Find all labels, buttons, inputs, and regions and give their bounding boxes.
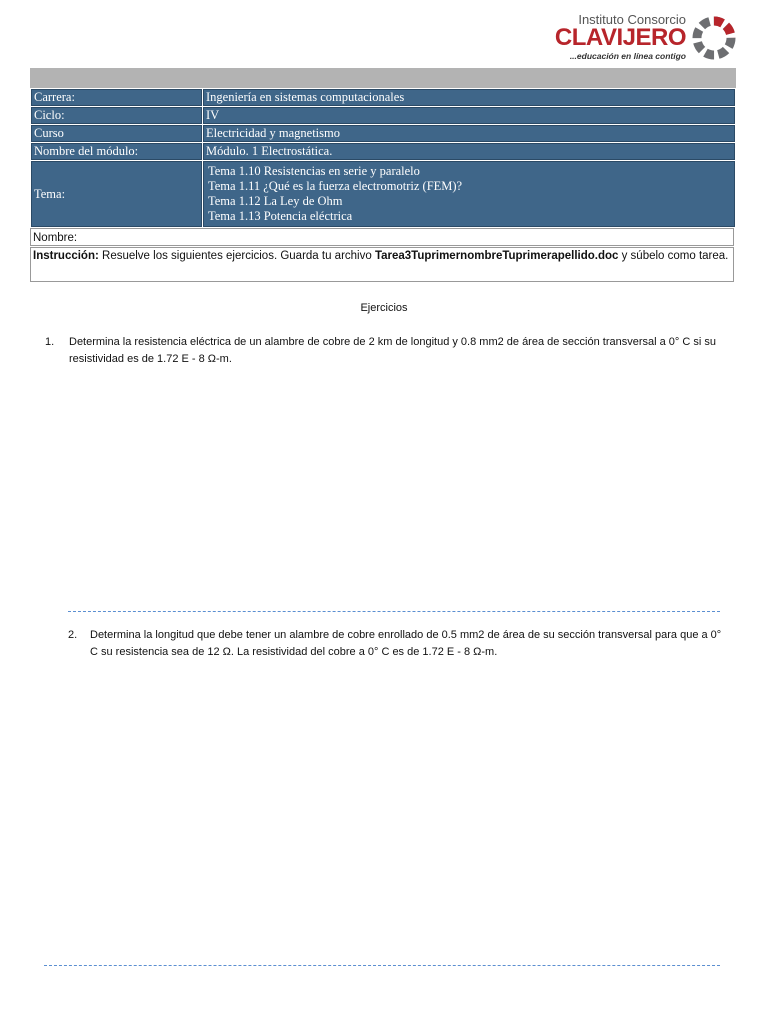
tema-item: Tema 1.12 La Ley de Ohm [208,194,343,208]
tema-list [203,161,735,227]
ciclo-value: IV [203,107,735,124]
exercise-text: Determina la longitud que debe tener un alambre de cobre enrollado de 0.5 mm2 de área de su sección transversal para que a 0° C su resistencia sea de 12 Ω. La resistividad del cobre a 0° C es de 1.72 E - 8 Ω-m. [90,629,722,658]
table-row [31,161,735,227]
exercises-title: Ejercicios [360,302,408,314]
exercise-text: Determina la resistencia eléctrica de un alambre de cobre de 2 km de longitud y 0.8 mm2 de área de sección transversal a 0° C si su resistividad es de 1.72 E - 8 Ω-m. [69,336,717,365]
logo-tagline: ...educación en línea contigo [569,51,686,61]
answer-divider [68,611,720,612]
header-band [30,68,736,88]
table-row [31,89,735,106]
tema-item: Tema 1.10 Resistencias en serie y paralelo [208,164,420,178]
exercise-1 [45,334,725,368]
tema-label: Tema: [31,161,202,227]
table-row [31,143,735,160]
logo-line1: Instituto Consorcio [578,12,686,27]
exercise-2 [68,627,728,661]
tema-item: Tema 1.11 ¿Qué es la fuerza electromotriz (FEM)? [208,179,463,193]
logo-brand: CLAVIJERO [554,24,686,51]
instruction-block [30,247,734,282]
nombre-field [30,228,734,246]
logo-gear-icon [690,14,738,62]
course-info-table [30,88,736,228]
instruction-text-end: y súbelo como tarea. [618,250,729,262]
table-row [31,125,735,142]
nombre-label: Nombre: [33,232,78,244]
answer-divider [44,965,720,966]
instruction-filename: Tarea3TuprimernombreTuprimerapellido.doc [374,250,619,262]
instruction-label: Instrucción: [33,250,99,262]
ciclo-label: Ciclo: [31,107,202,124]
curso-value: Electricidad y magnetismo [203,125,735,142]
instruction-text: Resuelve los siguientes ejercicios. Guarda tu archivo [98,250,375,262]
institute-logo [528,12,738,64]
tema-item: Tema 1.13 Potencia eléctrica [208,209,353,223]
table-row [31,107,735,124]
carrera-value: Ingeniería en sistemas computacionales [203,89,735,106]
carrera-label: Carrera: [31,89,202,106]
exercise-number: 1. [45,336,55,348]
modulo-label: Nombre del módulo: [31,143,202,160]
exercise-number: 2. [68,629,78,641]
modulo-value: Módulo. 1 Electrostática. [203,143,735,160]
curso-label: Curso [31,125,202,142]
